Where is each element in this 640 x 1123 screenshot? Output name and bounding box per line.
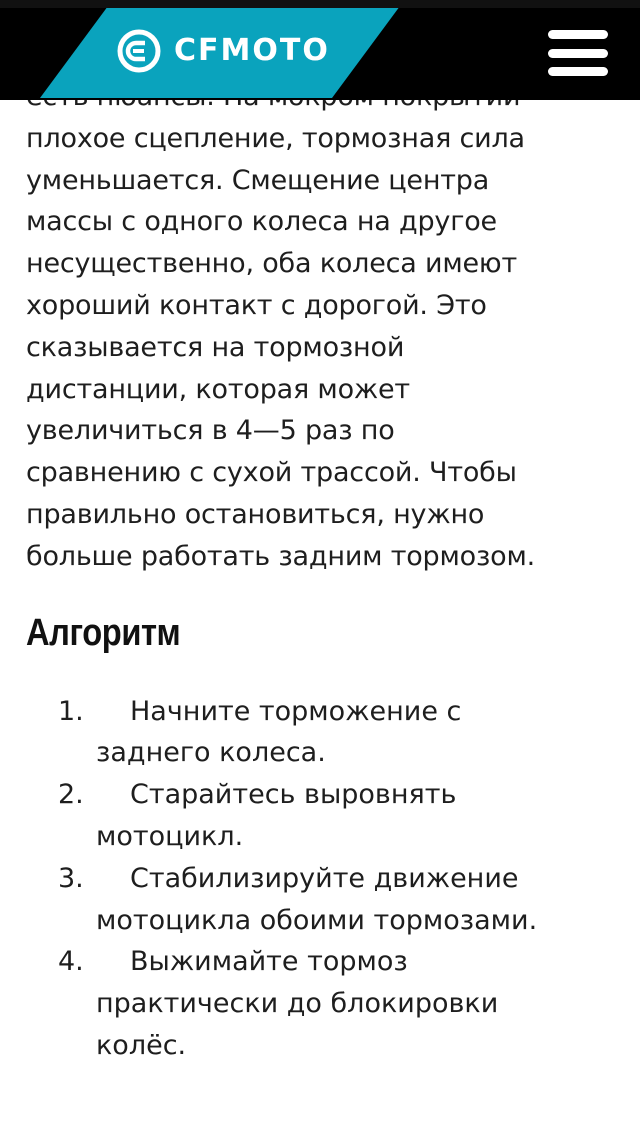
list-item-text: Старайтесь выровнять — [130, 779, 457, 811]
list-item-text: колёс. — [96, 1029, 187, 1061]
paragraph-line: несущественно, оба колеса имеют — [26, 248, 517, 280]
paragraph-line: сказывается на тормозной — [26, 331, 405, 363]
paragraph-line: правильно остановиться, нужно — [26, 498, 485, 530]
paragraph-line: увеличиться в 4—5 раз по — [26, 415, 395, 447]
list-item-number: 1. — [58, 695, 84, 727]
paragraph-line: сравнению с сухой трассой. Чтобы — [26, 457, 517, 489]
list-item-text: Выжимайте тормоз — [130, 946, 408, 978]
article-paragraph — [26, 76, 618, 578]
list-item-text: практически до блокировки — [96, 988, 499, 1020]
paragraph-line: больше работать задним тормозом. — [26, 540, 536, 572]
algorithm-list — [26, 691, 618, 1067]
hamburger-menu-icon[interactable] — [548, 30, 608, 76]
site-header — [0, 0, 640, 100]
brand-logo[interactable] — [116, 28, 330, 74]
status-bar — [0, 0, 640, 8]
paragraph-line: дистанции, которая может — [26, 373, 410, 405]
list-item — [26, 858, 618, 942]
list-item-text: Начните торможение с — [130, 695, 462, 727]
cfmoto-emblem-icon — [116, 28, 162, 74]
menu-bar — [548, 49, 608, 58]
menu-bar — [548, 67, 608, 76]
brand-name: CFMOTO — [174, 33, 330, 68]
paragraph-line: уменьшается. Смещение центра — [26, 164, 490, 196]
list-item-number: 3. — [58, 862, 84, 894]
list-item-number: 2. — [58, 779, 84, 811]
list-item-number: 4. — [58, 946, 84, 978]
menu-bar — [548, 30, 608, 39]
paragraph-line: массы с одного колеса на другое — [26, 206, 497, 238]
list-item-text: заднего колеса. — [96, 737, 326, 769]
paragraph-line: хороший контакт с дорогой. Это — [26, 289, 487, 321]
list-item — [26, 941, 618, 1066]
article-content — [26, 76, 618, 1067]
paragraph-line: плохое сцепление, тормозная сила — [26, 122, 525, 154]
list-item-text: Стабилизируйте движение — [130, 862, 519, 894]
list-item-text: мотоцикла обоими тормозами. — [96, 904, 538, 936]
list-item — [26, 691, 618, 775]
list-item — [26, 774, 618, 858]
list-item-text: мотоцикл. — [96, 820, 244, 852]
section-heading: Алгоритм — [26, 611, 181, 654]
